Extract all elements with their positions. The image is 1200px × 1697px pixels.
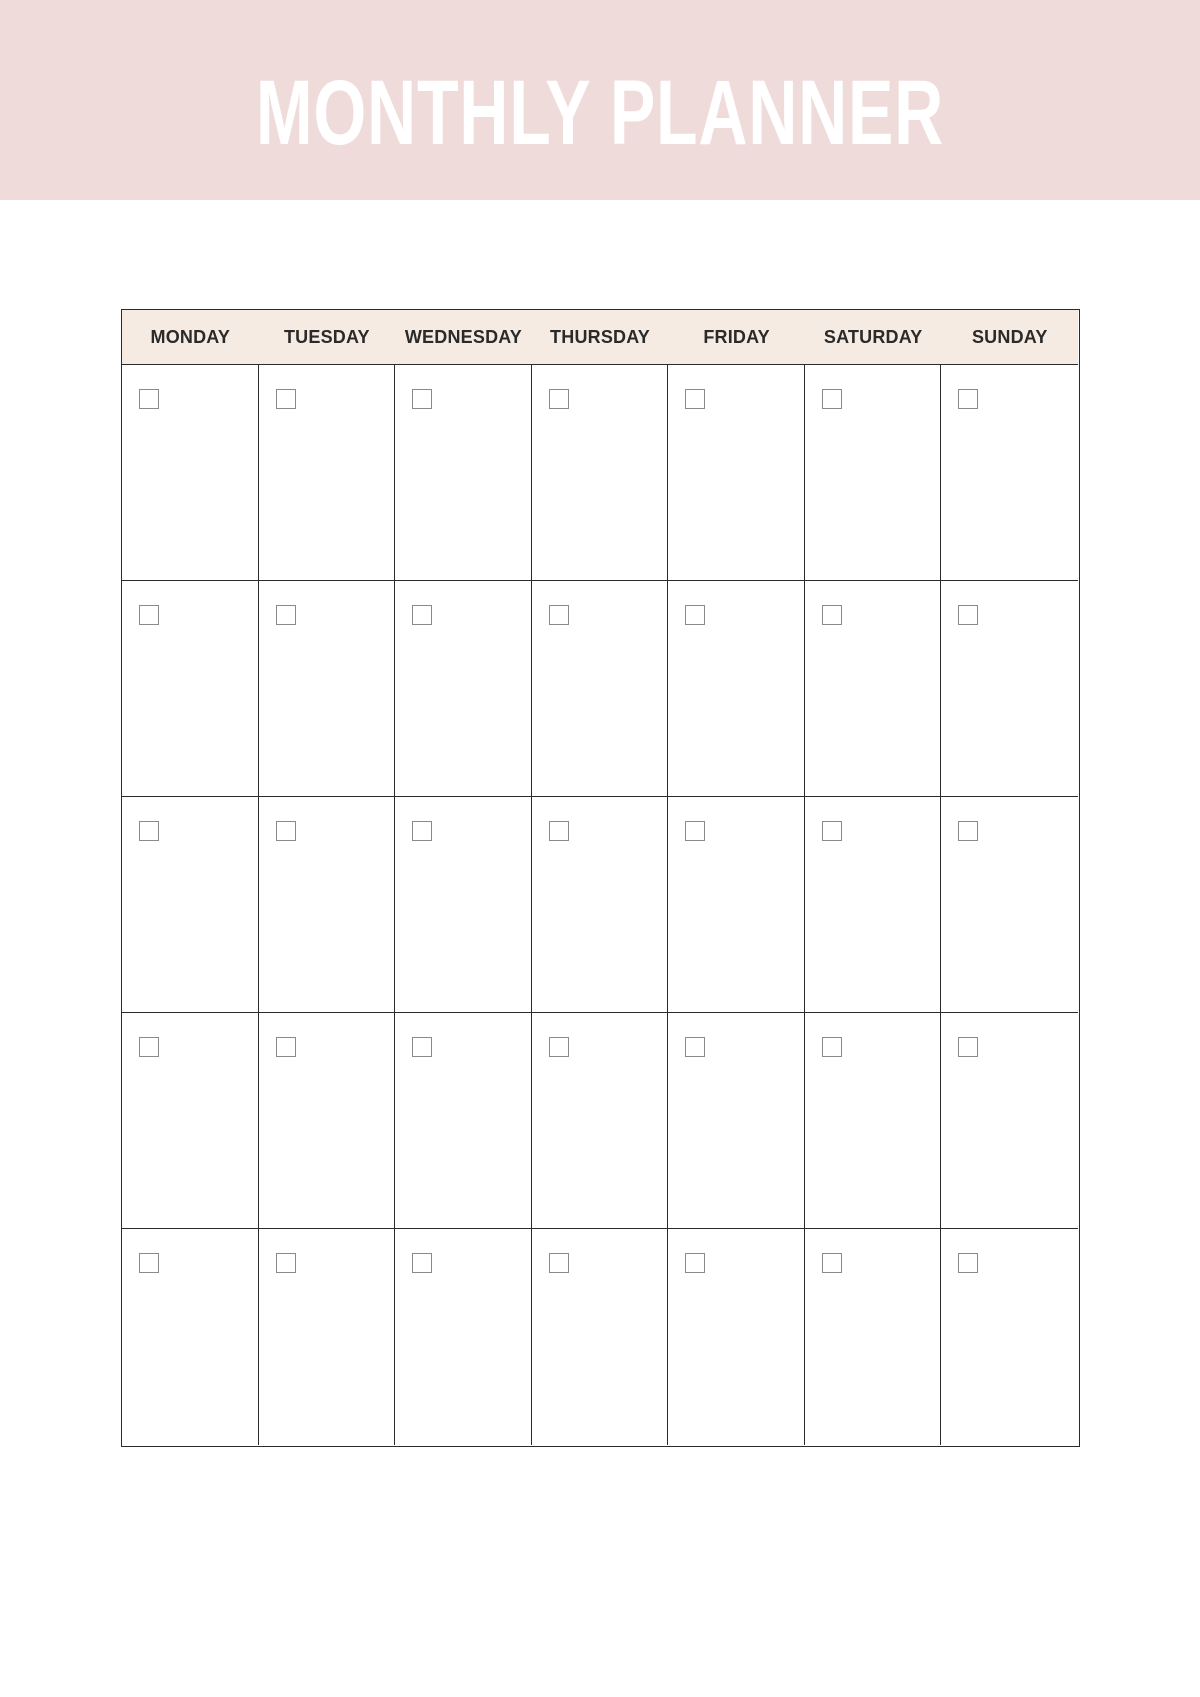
- weekday-wednesday: WEDNESDAY: [404, 326, 523, 347]
- day-checkbox[interactable]: [958, 389, 978, 409]
- day-checkbox[interactable]: [412, 1037, 432, 1057]
- weekday-saturday: SATURDAY: [823, 326, 923, 347]
- day-checkbox[interactable]: [276, 605, 296, 625]
- day-cell-wednesday-week-5[interactable]: [395, 1229, 532, 1445]
- weekday-thursday: THURSDAY: [550, 326, 650, 347]
- day-checkbox[interactable]: [412, 605, 432, 625]
- weekday-tuesday: TUESDAY: [283, 326, 370, 347]
- weekday-sunday: SUNDAY: [971, 326, 1048, 347]
- day-cell-thursday-week-2[interactable]: [532, 581, 669, 797]
- day-checkbox[interactable]: [685, 1037, 705, 1057]
- day-checkbox[interactable]: [822, 1037, 842, 1057]
- day-checkbox[interactable]: [822, 1253, 842, 1273]
- day-checkbox[interactable]: [549, 821, 569, 841]
- day-cells-grid: [122, 365, 1078, 1445]
- day-checkbox[interactable]: [276, 389, 296, 409]
- day-cell-friday-week-1[interactable]: [668, 365, 805, 581]
- title-banner: [0, 0, 1200, 200]
- day-cell-wednesday-week-3[interactable]: [395, 797, 532, 1013]
- page-title: MONTHLY PLANNER: [255, 62, 945, 164]
- weekday-header-row: [122, 310, 1078, 365]
- day-cell-sunday-week-1[interactable]: [941, 365, 1078, 581]
- day-cell-saturday-week-1[interactable]: [805, 365, 942, 581]
- day-checkbox[interactable]: [958, 821, 978, 841]
- day-checkbox[interactable]: [139, 821, 159, 841]
- day-checkbox[interactable]: [958, 1037, 978, 1057]
- day-cell-tuesday-week-2[interactable]: [259, 581, 396, 797]
- day-cell-thursday-week-3[interactable]: [532, 797, 669, 1013]
- weekday-friday: FRIDAY: [703, 326, 770, 347]
- day-cell-sunday-week-2[interactable]: [941, 581, 1078, 797]
- day-checkbox[interactable]: [276, 1037, 296, 1057]
- day-cell-thursday-week-1[interactable]: [532, 365, 669, 581]
- day-cell-tuesday-week-3[interactable]: [259, 797, 396, 1013]
- day-cell-saturday-week-4[interactable]: [805, 1013, 942, 1229]
- day-cell-friday-week-3[interactable]: [668, 797, 805, 1013]
- day-cell-wednesday-week-1[interactable]: [395, 365, 532, 581]
- day-checkbox[interactable]: [139, 1037, 159, 1057]
- day-cell-monday-week-2[interactable]: [122, 581, 259, 797]
- day-checkbox[interactable]: [276, 821, 296, 841]
- day-cell-tuesday-week-4[interactable]: [259, 1013, 396, 1229]
- day-checkbox[interactable]: [822, 389, 842, 409]
- day-cell-monday-week-1[interactable]: [122, 365, 259, 581]
- day-cell-monday-week-4[interactable]: [122, 1013, 259, 1229]
- day-cell-thursday-week-5[interactable]: [532, 1229, 669, 1445]
- weekday-monday: MONDAY: [150, 326, 231, 347]
- day-checkbox[interactable]: [412, 821, 432, 841]
- day-cell-thursday-week-4[interactable]: [532, 1013, 669, 1229]
- day-cell-saturday-week-2[interactable]: [805, 581, 942, 797]
- day-cell-friday-week-2[interactable]: [668, 581, 805, 797]
- day-checkbox[interactable]: [139, 1253, 159, 1273]
- day-checkbox[interactable]: [412, 389, 432, 409]
- day-cell-wednesday-week-2[interactable]: [395, 581, 532, 797]
- day-checkbox[interactable]: [549, 389, 569, 409]
- day-checkbox[interactable]: [276, 1253, 296, 1273]
- day-checkbox[interactable]: [139, 605, 159, 625]
- day-cell-wednesday-week-4[interactable]: [395, 1013, 532, 1229]
- calendar-grid: [121, 309, 1080, 1447]
- day-cell-saturday-week-5[interactable]: [805, 1229, 942, 1445]
- day-cell-sunday-week-3[interactable]: [941, 797, 1078, 1013]
- day-checkbox[interactable]: [549, 605, 569, 625]
- day-checkbox[interactable]: [549, 1037, 569, 1057]
- day-checkbox[interactable]: [822, 821, 842, 841]
- day-checkbox[interactable]: [958, 1253, 978, 1273]
- day-checkbox[interactable]: [685, 605, 705, 625]
- day-cell-tuesday-week-5[interactable]: [259, 1229, 396, 1445]
- day-cell-friday-week-5[interactable]: [668, 1229, 805, 1445]
- day-checkbox[interactable]: [958, 605, 978, 625]
- day-cell-sunday-week-5[interactable]: [941, 1229, 1078, 1445]
- day-cell-monday-week-3[interactable]: [122, 797, 259, 1013]
- day-checkbox[interactable]: [685, 821, 705, 841]
- day-checkbox[interactable]: [685, 389, 705, 409]
- day-checkbox[interactable]: [139, 389, 159, 409]
- day-checkbox[interactable]: [822, 605, 842, 625]
- day-cell-saturday-week-3[interactable]: [805, 797, 942, 1013]
- day-checkbox[interactable]: [549, 1253, 569, 1273]
- day-cell-monday-week-5[interactable]: [122, 1229, 259, 1445]
- day-checkbox[interactable]: [412, 1253, 432, 1273]
- day-checkbox[interactable]: [685, 1253, 705, 1273]
- day-cell-sunday-week-4[interactable]: [941, 1013, 1078, 1229]
- day-cell-friday-week-4[interactable]: [668, 1013, 805, 1229]
- day-cell-tuesday-week-1[interactable]: [259, 365, 396, 581]
